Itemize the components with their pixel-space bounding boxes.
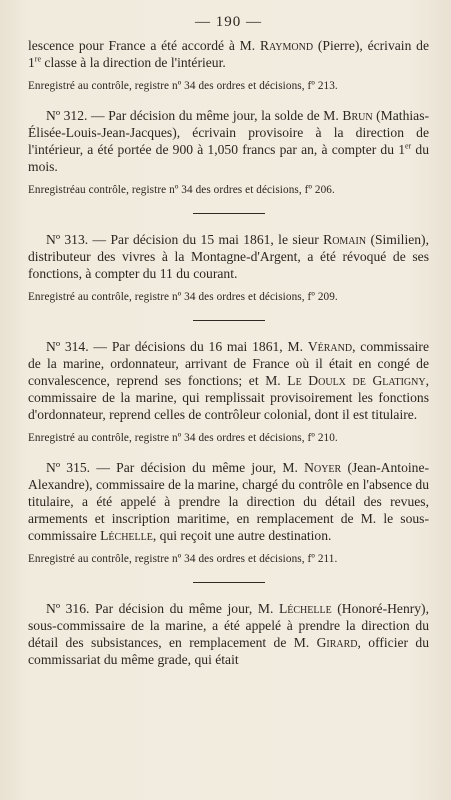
superscript: re [34, 54, 42, 64]
text: , commissaire de la marine, ordonnateur, arrivant de France où il était en congé de convalescence, reprend ses fonctions; et M. [28, 339, 429, 388]
section-divider [193, 213, 265, 214]
text: (Mathias-Élisée-Louis-Jean-Jacques), écrivain provisoire à la direction de l'intérieur, a été portée de 900 à 1,050 francs par an, à compter du 1 [28, 108, 430, 157]
registry-note: Enregistré au contrôle, registre nº 34 des ordres et décisions, fº 213. [28, 80, 338, 92]
paragraph-continuation [28, 37, 429, 71]
person-name: Romain [323, 232, 367, 247]
person-name: Brun [342, 108, 373, 123]
decision-315 [28, 459, 429, 544]
text: Nº 316. Par décision du même jour, M. [46, 601, 279, 616]
person-name: Raymond [259, 38, 314, 53]
decision-314 [28, 338, 429, 423]
person-name: Girard [316, 635, 358, 650]
text: (Pierre), écrivain de 1 [28, 38, 429, 70]
text: Nº 312. — Par décision du même jour, la solde de M. [46, 108, 343, 123]
text: , officier du commissariat du même grade, qui était [28, 635, 429, 667]
text: Nº 315. — Par décision du même jour, M. [46, 460, 305, 475]
text: Nº 314. — Par décisions du 16 mai 1861, M. [46, 339, 308, 354]
decision-313 [28, 231, 429, 282]
text: classe à la direction de l'intérieur. [41, 55, 226, 70]
text: Nº 313. — Par décision du 15 mai 1861, le sieur [46, 232, 324, 247]
text: , qui reçoit une autre destination. [152, 528, 332, 543]
text: du mois. [28, 142, 429, 174]
person-name: Vérand [307, 339, 353, 354]
section-divider [193, 582, 265, 583]
registry-note: Enregistréau contrôle, registre nº 34 des ordres et décisions, fº 206. [28, 184, 335, 196]
section-divider [193, 320, 265, 321]
person-name: Le Doulx de Glatigny [287, 373, 426, 388]
person-name: Léchelle [278, 601, 332, 616]
registry-note: Enregistré au contrôle, registre nº 34 des ordres et décisions, fº 209. [28, 291, 338, 303]
registry-note: Enregistré au contrôle, registre nº 34 des ordres et décisions, fº 210. [28, 432, 338, 444]
decision-316 [28, 600, 429, 668]
page-number: — 190 — [195, 14, 262, 30]
text: (Honoré-Henry), sous-commissaire de la marine, a été appelé à prendre la direction du détail des subsistances, en remplacement de M. [28, 601, 429, 650]
registry-note: Enregistré au contrôle, registre nº 34 des ordres et décisions, fº 211. [28, 553, 338, 565]
text: , commissaire de la marine, qui remplissait provisoirement les fonctions d'ordonnateur, reprend celles de contrôleur colonial, dont il est titulaire. [28, 373, 429, 422]
person-name: Noyer [304, 460, 342, 475]
text: (Jean-Antoine-Alexandre), commissaire de la marine, chargé du contrôle en l'absence du titulaire, a été appelé à prendre la direction du détail des revues, armements et inscription maritime, en remplacement de M. le sous-commissaire [28, 460, 430, 543]
decision-312 [28, 107, 429, 175]
superscript: er [405, 141, 412, 151]
person-name: Léchelle [100, 528, 153, 543]
text: lescence pour France a été accordé à M. [28, 38, 260, 53]
text: (Similien), distributeur des vivres à la Montagne-d'Argent, a été révoqué de ses fonctions, à compter du 11 du courant. [28, 232, 429, 281]
